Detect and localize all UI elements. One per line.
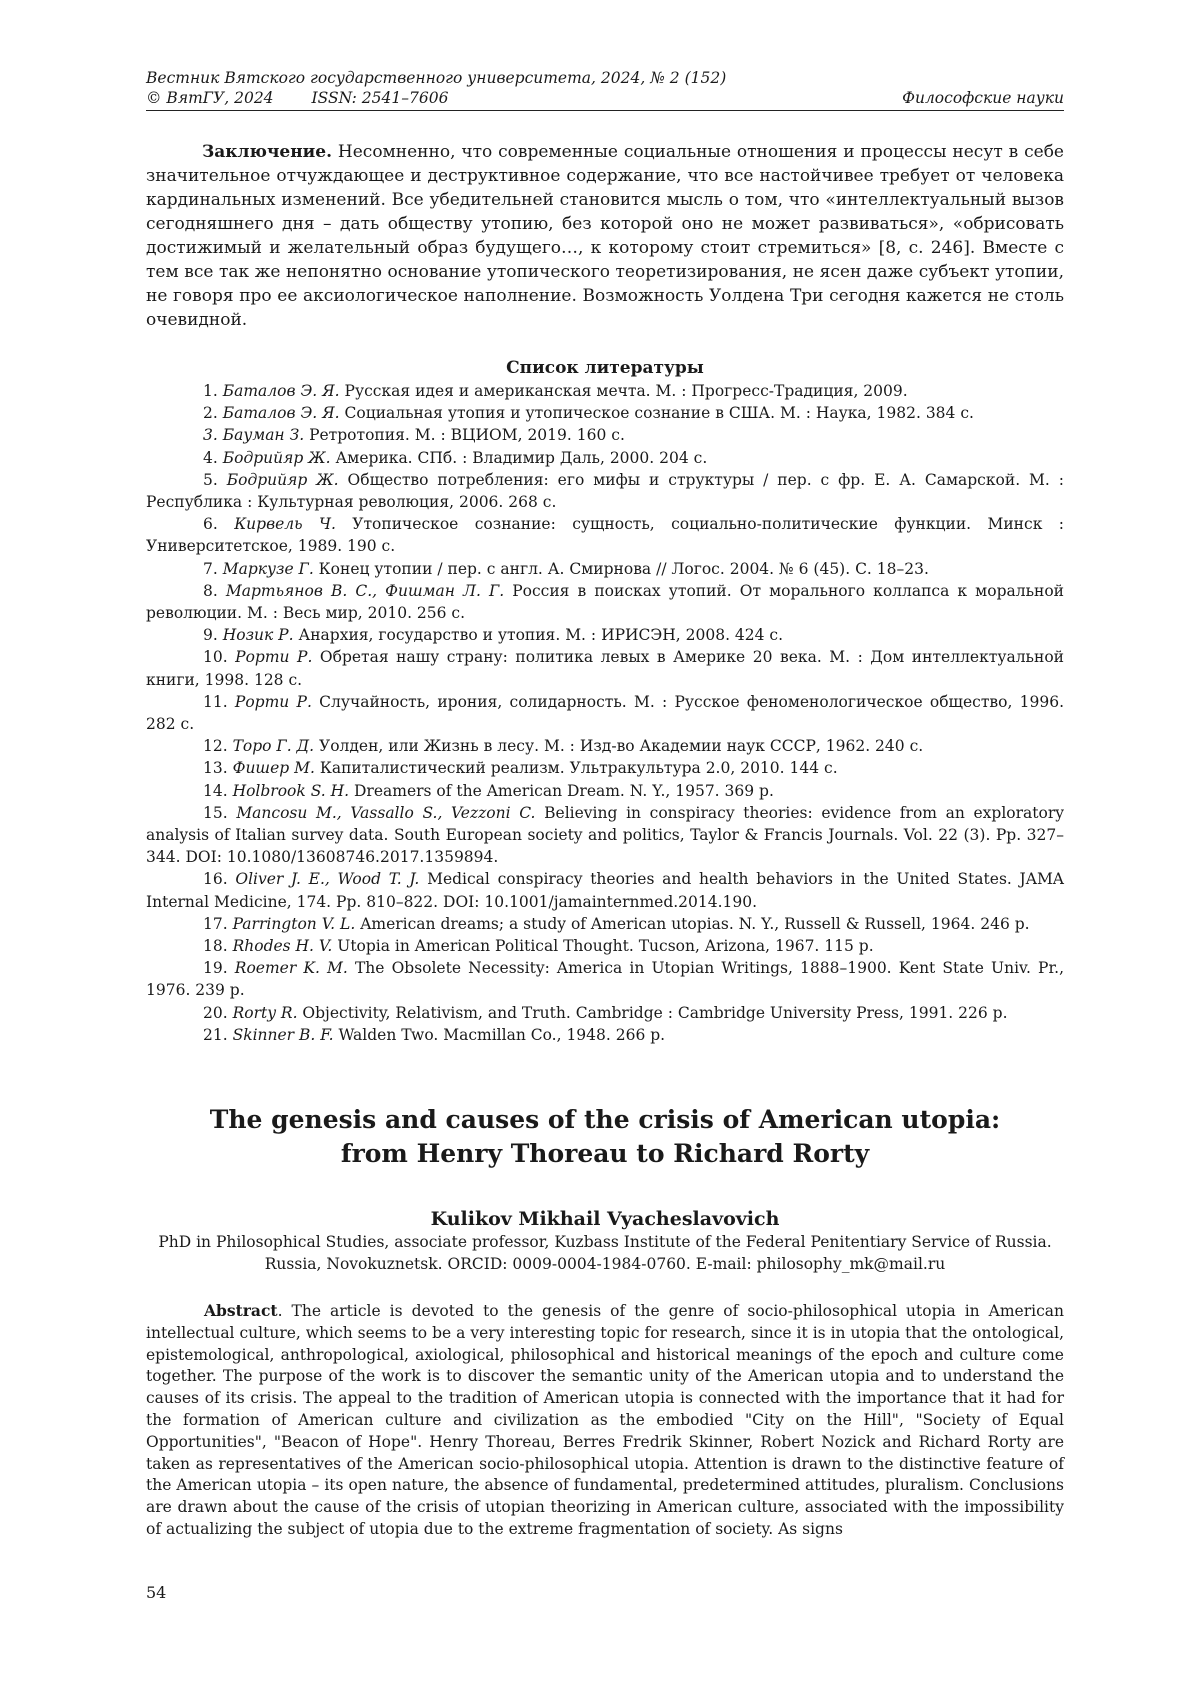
reference-text: Обретая нашу страну: политика левых в Америке 20 века. М. : Дом интеллектуальной книги, 1998. 128 с. [146, 648, 1064, 689]
abstract-label: Abstract [204, 1301, 278, 1321]
journal-title: Вестник Вятского государственного университета, 2024, № 2 (152) [146, 69, 727, 87]
reference-item [146, 447, 1064, 469]
references-title: Список литературы [506, 358, 704, 378]
reference-item [146, 558, 1064, 580]
reference-author: Баталов Э. Я. [222, 404, 340, 423]
reference-number: 12. [203, 737, 233, 756]
page-number: 54 [146, 1583, 167, 1602]
reference-number: 9. [203, 626, 223, 645]
reference-author: Rhodes H. V. [232, 937, 333, 956]
page [146, 68, 1064, 1541]
reference-item [146, 624, 1064, 646]
reference-number: 2. [203, 404, 223, 423]
reference-author: Кирвель Ч. [234, 515, 336, 534]
reference-author: Бодрийяр Ж. [222, 448, 331, 467]
reference-number: 4. [203, 448, 223, 467]
reference-text: Общество потребления: его мифы и структуры / пер. с фр. Е. А. Самарской. М. : Республика : Культурная революция, 2006. 268 с. [146, 470, 1064, 512]
english-title-line-2: from Henry Thoreau to Richard Rorty [340, 1139, 870, 1169]
reference-item [146, 780, 1064, 802]
reference-author: 3. Бауман З. [203, 426, 305, 445]
reference-number: 18. [203, 937, 233, 956]
abstract-text: . The article is devoted to the genesis of the genre of socio-philosophical utopia in American intellectual culture, which seems to be a very interesting topic for research, since it is in utopia that the ontological, epistemological, anthropological, axiological, philosophical and historical meanings of the epoch and culture come together. The purpose of the work is to discover the semantic unity of the American utopia and to understand the causes of its crisis. The appeal to the tradition of American utopia is connected with the importance that it had for the formation of American culture and civilization as the embodied "City on the Hill", "Society of Equal Opportunities", "Beacon of Hope". Henry Thoreau, Berres Fredrik Skinner, Robert Nozick and Richard Rorty are taken as representatives of the American socio-philosophical utopia. Attention is drawn to the distinctive feature of the American utopia – its open nature, the absence of fundamental, predetermined attitudes, pluralism. Conclusions are drawn about the cause of the crisis of utopian theorizing in American culture, associated with the impossibility of actualizing the subject of utopia due to the extreme fragmentation of society. As signs [146, 1302, 1064, 1539]
reference-item [146, 380, 1064, 402]
reference-author: Фишер М. [232, 759, 315, 778]
reference-text: Уолден, или Жизнь в лесу. М. : Изд-во Академии наук СССР, 1962. 240 с. [314, 737, 924, 756]
reference-item [146, 868, 1064, 912]
reference-number: 14. [203, 781, 233, 800]
author-name: Kulikov Mikhail Vyacheslavovich [430, 1208, 780, 1231]
reference-author: Баталов Э. Я. [222, 382, 340, 400]
reference-text: Utopia in American Political Thought. Tucson, Arizona, 1967. 115 p. [332, 937, 874, 956]
reference-number: 16. [203, 870, 236, 889]
reference-number: 21. [203, 1025, 233, 1044]
reference-number: 20. [203, 1003, 233, 1022]
reference-author: Skinner B. F. [232, 1025, 334, 1044]
author-affiliation [146, 1231, 1064, 1275]
reference-number: 8. [203, 581, 226, 600]
copyright: © ВятГУ, 2024 [146, 89, 274, 107]
reference-text: Россия в поисках утопий. От морального коллапса к моральной революции. М. : Весь мир, 2010. 256 с. [146, 581, 1065, 623]
english-title [146, 1103, 1064, 1171]
reference-author: Мартьянов В. С., Фишман Л. Г. [225, 581, 505, 600]
reference-text: Dreamers of the American Dream. N. Y., 1957. 369 p. [349, 781, 774, 800]
header-row [146, 88, 1064, 108]
reference-item [146, 424, 1064, 446]
reference-author: Mancosu M., Vassallo S., Vezzoni C. [236, 803, 536, 822]
reference-author: Rorty R. [232, 1003, 298, 1022]
section-name: Философские науки [902, 89, 1064, 107]
reference-text: The Obsolete Necessity: America in Utopian Writings, 1888–1900. Kent State Univ. Pr., 1976. 239 p. [146, 959, 1065, 1000]
reference-item [146, 513, 1064, 557]
reference-number: 15. [203, 803, 237, 822]
reference-author: Рорти Р. [235, 648, 313, 667]
reference-author: Oliver J. E., Wood T. J. [235, 870, 420, 889]
reference-number: 7. [203, 559, 223, 578]
reference-author: Рорти Р. [234, 692, 312, 711]
reference-text: Утопическое сознание: сущность, социально-политические функции. Минск : Университетское, 1989. 190 с. [146, 515, 1064, 556]
reference-item [146, 802, 1064, 869]
reference-text: Америка. СПб. : Владимир Даль, 2000. 204 с. [330, 448, 708, 467]
reference-text: Walden Two. Macmillan Co., 1948. 266 p. [333, 1025, 666, 1044]
conclusion-label: Заключение. [202, 142, 333, 162]
reference-item [146, 957, 1064, 1001]
reference-text: Случайность, ирония, солидарность. М. : Русское феноменологическое общество, 1996. 282 с. [146, 692, 1065, 734]
reference-item [146, 580, 1064, 624]
reference-text: Социальная утопия и утопическое сознание в США. М. : Наука, 1982. 384 с. [339, 404, 974, 423]
conclusion-paragraph [146, 140, 1064, 332]
reference-author: Маркузе Г. [222, 559, 314, 578]
english-title-line-1: The genesis and causes of the crisis of American utopia: [209, 1105, 1001, 1135]
reference-text: Русская идея и американская мечта. М. : Прогресс-Традиция, 2009. [339, 382, 908, 400]
reference-text: Objectivity, Relativism, and Truth. Cambridge : Cambridge University Press, 1991. 226 p. [297, 1003, 1008, 1022]
reference-number: 1. [203, 382, 223, 400]
affiliation-line-2: Russia, Novokuznetsk. ORCID: 0009-0004-1984-0760. E-mail: philosophy_mk@mail.ru [264, 1255, 946, 1274]
reference-item [146, 757, 1064, 779]
conclusion-text: Несомненно, что современные социальные отношения и процессы несут в себе значительное отчуждающее и деструктивное содержание, что все настойчивее требует от человека кардинальных изменений. Все убедительней становится мысль о том, что «интеллектуальный вызов сегодняшнего дня – дать обществу утопию, без которой оно не может развиваться», «обрисовать достижимый и желательный образ будущего…, к которому стоит стремиться» [8, с. 246]. Вместе с тем все так же непонятно основание утопического теоретизирования, не ясен даже субъект утопии, не говоря про ее аксиологическое наполнение. Возможность Уолдена Три сегодня кажется не столь очевидной. [146, 142, 1064, 330]
reference-text: Believing in conspiracy theories: evidence from an exploratory analysis of Italian survey data. South European society and politics, Taylor & Francis Journals. Vol. 22 (3). Pp. 327–344. DOI: 10.1080/13608746.2017.1359894. [146, 803, 1065, 867]
reference-text: Анархия, государство и утопия. М. : ИРИСЭН, 2008. 424 с. [293, 626, 784, 645]
reference-item [146, 646, 1064, 690]
reference-item [146, 1002, 1064, 1024]
reference-item [146, 691, 1064, 735]
reference-number: 10. [203, 648, 236, 667]
abstract-paragraph [146, 1300, 1064, 1541]
reference-item [146, 1024, 1064, 1046]
reference-item [146, 735, 1064, 757]
reference-author: Нозик Р. [222, 626, 294, 645]
reference-number: 11. [203, 692, 235, 711]
reference-author: Бодрийяр Ж. [226, 470, 339, 489]
reference-author: Parrington V. L. [232, 914, 356, 933]
reference-author: Holbrook S. H. [232, 781, 350, 800]
reference-text: Конец утопии / пер. с англ. А. Смирнова // Логос. 2004. № 6 (45). С. 18–23. [313, 559, 929, 578]
affiliation-line-1: PhD in Philosophical Studies, associate professor, Kuzbass Institute of the Federal Penitentiary Service of Russia. [158, 1233, 1052, 1252]
reference-item [146, 469, 1064, 513]
reference-item [146, 935, 1064, 957]
reference-author: Roemer K. M. [234, 959, 348, 978]
reference-text: American dreams; a study of American utopias. N. Y., Russell & Russell, 1964. 246 p. [355, 914, 1030, 933]
references-list [146, 380, 1064, 1046]
reference-number: 5. [203, 470, 227, 489]
reference-text: Капиталистический реализм. Ультракультура 2.0, 2010. 144 с. [314, 759, 838, 778]
reference-text: Medical conspiracy theories and health behaviors in the United States. JAMA Internal Medicine, 174. Pp. 810–822. DOI: 10.1001/jamainternmed.2014.190. [146, 870, 1065, 911]
reference-number: 6. [203, 515, 235, 534]
header-rule [146, 110, 1064, 111]
reference-text: Ретротопия. М. : ВЦИОМ, 2019. 160 с. [304, 426, 625, 445]
reference-number: 13. [203, 759, 233, 778]
reference-number: 17. [203, 914, 233, 933]
reference-author: Торо Г. Д. [232, 737, 315, 756]
reference-item [146, 402, 1064, 424]
issn: ISSN: 2541–7606 [311, 89, 449, 107]
reference-item [146, 913, 1064, 935]
reference-number: 19. [203, 959, 235, 978]
